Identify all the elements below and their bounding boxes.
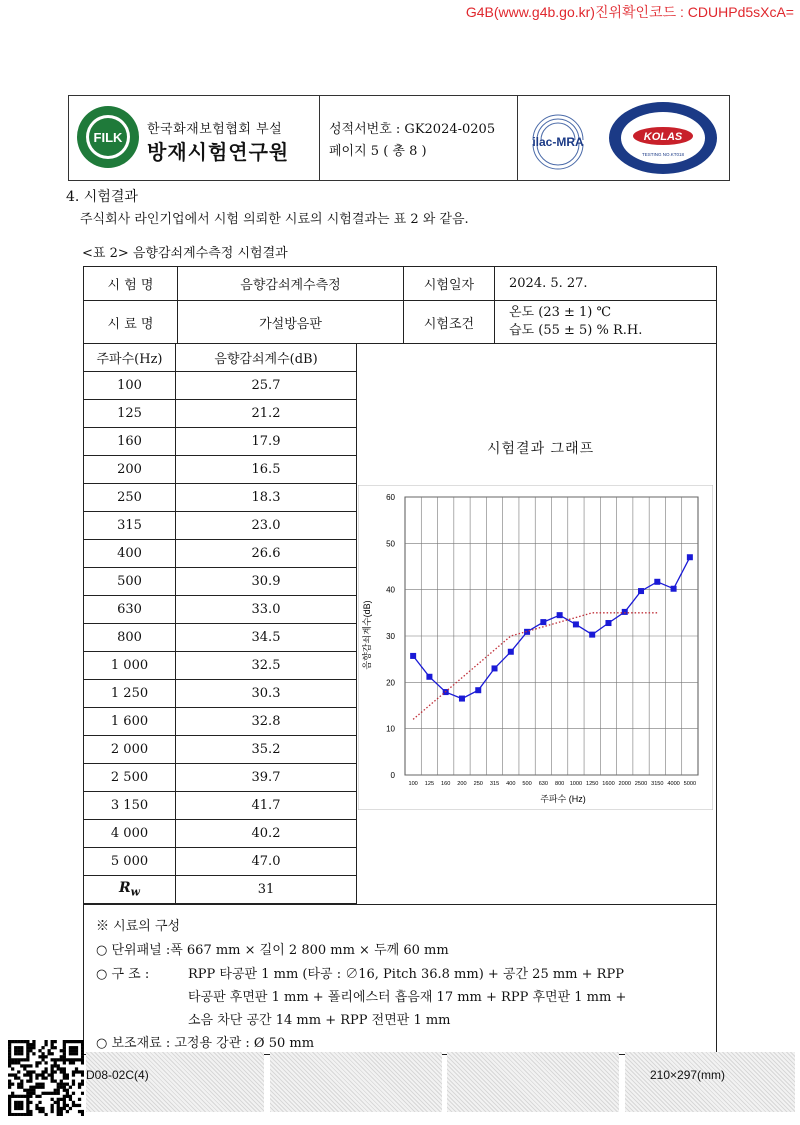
col-frequency: 주파수(Hz) xyxy=(84,344,176,372)
frequency-cell: 1 000 xyxy=(84,652,176,680)
test-date-label: 시험일자 xyxy=(404,267,495,301)
test-name: 음향감쇠계수측정 xyxy=(178,267,404,301)
x-tick-label: 1600 xyxy=(602,781,615,787)
table-row xyxy=(84,848,357,876)
data-point xyxy=(671,586,677,592)
sample-label: 시 료 명 xyxy=(84,301,178,344)
attenuation-cell: 35.2 xyxy=(176,736,357,764)
chart-x-label: 주파수 (Hz) xyxy=(540,794,586,804)
table-row xyxy=(84,456,357,484)
attenuation-cell: 23.0 xyxy=(176,512,357,540)
x-tick-label: 100 xyxy=(408,781,418,787)
y-tick-label: 20 xyxy=(386,678,395,688)
condition-temperature: 온도 (23 ± 1) ℃ xyxy=(509,305,612,320)
table-row xyxy=(84,372,357,400)
report-header xyxy=(68,95,730,181)
filk-logo xyxy=(75,104,141,170)
frequency-cell: 5 000 xyxy=(84,848,176,876)
data-point xyxy=(687,554,693,560)
report-info-cell xyxy=(319,96,518,180)
table-row xyxy=(84,568,357,596)
frequency-cell: 100 xyxy=(84,372,176,400)
ilac-text: ilac-MRA xyxy=(532,135,584,149)
org-affiliation: 한국화재보험협회 부설 xyxy=(147,122,283,137)
frequency-cell: 630 xyxy=(84,596,176,624)
x-tick-label: 2500 xyxy=(634,781,648,787)
data-point xyxy=(605,620,611,626)
table-row xyxy=(84,736,357,764)
table-row xyxy=(84,400,357,428)
attenuation-cell: 39.7 xyxy=(176,764,357,792)
condition-humidity: 습도 (55 ± 5) % R.H. xyxy=(509,323,643,338)
auxiliary-material: ○ 보조재료 : 고정용 강관 : Ø 50 mm xyxy=(96,1036,315,1051)
frequency-cell: 160 xyxy=(84,428,176,456)
table-row xyxy=(84,484,357,512)
table-row xyxy=(84,428,357,456)
report-number: 성적서번호 : GK2024-0205 xyxy=(329,122,496,137)
table-row xyxy=(84,512,357,540)
x-tick-label: 160 xyxy=(441,781,451,787)
attenuation-cell: 17.9 xyxy=(176,428,357,456)
unit-panel: ○ 단위패널 :폭 667 mm × 길이 2 800 mm × 두께 60 mm xyxy=(96,943,449,958)
attenuation-cell: 25.7 xyxy=(176,372,357,400)
data-point xyxy=(589,632,595,638)
test-name-label: 시 험 명 xyxy=(84,267,178,301)
data-point xyxy=(410,653,416,659)
attenuation-cell: 32.8 xyxy=(176,708,357,736)
table-row xyxy=(84,680,357,708)
table-row xyxy=(84,624,357,652)
footer-pattern-3 xyxy=(447,1052,619,1112)
attenuation-cell: 16.5 xyxy=(176,456,357,484)
graph-title: 시험결과 그래프 xyxy=(487,441,595,457)
col-attenuation: 음향감쇠계수(dB) xyxy=(176,344,357,372)
frequency-cell: 3 150 xyxy=(84,792,176,820)
accreditation-cell xyxy=(517,96,729,180)
y-tick-label: 40 xyxy=(386,585,395,595)
y-tick-label: 0 xyxy=(390,771,395,780)
y-tick-label: 60 xyxy=(386,493,395,502)
page-number: 페이지 5 ( 총 8 ) xyxy=(329,144,427,159)
composition-line-1: RPP 타공판 1 mm (타공 : ∅16, Pitch 36.8 mm) + 공간 25 mm + RPP xyxy=(188,967,624,982)
x-tick-label: 250 xyxy=(473,781,483,787)
org-name: 방재시험연구원 xyxy=(147,140,290,164)
table-row xyxy=(84,792,357,820)
results-table xyxy=(83,343,357,904)
qr-code xyxy=(8,1040,84,1116)
x-tick-label: 125 xyxy=(424,781,435,787)
kolas-text: KOLAS xyxy=(643,131,683,143)
x-tick-label: 400 xyxy=(506,781,516,787)
x-tick-label: 1000 xyxy=(569,781,583,787)
frequency-cell: 200 xyxy=(84,456,176,484)
attenuation-cell: 32.5 xyxy=(176,652,357,680)
test-info-table xyxy=(83,266,717,344)
frequency-cell: 1 250 xyxy=(84,680,176,708)
chart-y-label: 음향감쇠계수(dB) xyxy=(362,600,372,670)
table-row xyxy=(84,652,357,680)
frequency-cell: 2 500 xyxy=(84,764,176,792)
attenuation-cell: 30.3 xyxy=(176,680,357,708)
data-point xyxy=(508,649,514,655)
test-date: 2024. 5. 27. xyxy=(495,267,717,301)
kolas-logo xyxy=(607,100,719,176)
x-tick-label: 2000 xyxy=(618,781,631,787)
table-caption: <표 2> 음향감쇠계수측정 시험결과 xyxy=(82,246,288,261)
data-point xyxy=(654,579,660,585)
result-chart xyxy=(358,485,713,810)
filk-logo-text: FILK xyxy=(93,130,123,145)
paper-size: 210×297(mm) xyxy=(650,1068,726,1082)
footer-pattern-1 xyxy=(86,1052,264,1112)
attenuation-cell: 33.0 xyxy=(176,596,357,624)
data-point xyxy=(557,612,563,618)
x-tick-label: 315 xyxy=(489,781,500,787)
x-tick-label: 630 xyxy=(538,781,549,787)
attenuation-cell: 41.7 xyxy=(176,792,357,820)
attenuation-cell: 21.2 xyxy=(176,400,357,428)
table-row xyxy=(84,708,357,736)
frequency-cell: 315 xyxy=(84,512,176,540)
composition-line-3: 소음 차단 공간 14 mm + RPP 전면판 1 mm xyxy=(188,1013,451,1028)
attenuation-cell: 30.9 xyxy=(176,568,357,596)
x-tick-label: 500 xyxy=(522,781,532,787)
section-title: 4. 시험결과 xyxy=(66,189,138,205)
data-point xyxy=(492,665,498,671)
data-point xyxy=(638,588,644,594)
table-row xyxy=(84,764,357,792)
y-tick-label: 10 xyxy=(386,724,395,734)
y-tick-label: 30 xyxy=(386,632,395,641)
frequency-cell: 4 000 xyxy=(84,820,176,848)
x-tick-label: 3150 xyxy=(651,781,664,787)
condition-label: 시험조건 xyxy=(404,301,495,344)
composition-label: ○ 구 조 : xyxy=(96,967,150,982)
footer-pattern-4 xyxy=(625,1052,795,1112)
attenuation-cell: 40.2 xyxy=(176,820,357,848)
ilac-mra-logo xyxy=(525,104,591,170)
frequency-cell: 1 600 xyxy=(84,708,176,736)
attenuation-cell: 47.0 xyxy=(176,848,357,876)
data-point xyxy=(540,619,546,625)
x-tick-label: 5000 xyxy=(683,781,697,787)
footer-pattern-2 xyxy=(270,1052,442,1112)
kolas-sub-text: TESTING NO.KT018 xyxy=(641,152,685,157)
data-point xyxy=(573,621,579,627)
table-row xyxy=(84,596,357,624)
org-cell xyxy=(69,96,320,180)
data-point xyxy=(459,696,465,702)
data-point xyxy=(426,674,432,680)
section-description: 주식회사 라인기업에서 시험 의뢰한 시료의 시험결과는 표 2 와 같음. xyxy=(80,212,469,227)
data-point xyxy=(524,629,530,635)
y-tick-label: 50 xyxy=(386,539,395,549)
notes-heading: ※ 시료의 구성 xyxy=(96,919,181,934)
verification-code: G4B(www.g4b.go.kr)진위확인코드 : CDUHPd5sXcA= xyxy=(465,4,794,20)
data-point xyxy=(622,609,628,615)
x-tick-label: 1250 xyxy=(585,781,599,787)
frequency-cell: 400 xyxy=(84,540,176,568)
x-tick-label: 4000 xyxy=(667,781,680,787)
frequency-cell: 500 xyxy=(84,568,176,596)
rw-value: 31 xyxy=(176,876,357,904)
form-code: D08-02C(4) xyxy=(86,1068,149,1082)
attenuation-cell: 34.5 xyxy=(176,624,357,652)
rw-label: $R_w$ xyxy=(84,876,176,904)
frequency-cell: 125 xyxy=(84,400,176,428)
attenuation-cell: 18.3 xyxy=(176,484,357,512)
frequency-cell: 2 000 xyxy=(84,736,176,764)
x-tick-label: 200 xyxy=(457,781,467,787)
data-point xyxy=(475,687,481,693)
attenuation-cell: 26.6 xyxy=(176,540,357,568)
condition-values xyxy=(495,301,717,344)
frequency-cell: 250 xyxy=(84,484,176,512)
sample-composition xyxy=(83,905,717,1055)
table-row xyxy=(84,820,357,848)
sample-name: 가설방음판 xyxy=(178,301,404,344)
x-tick-label: 800 xyxy=(554,781,565,787)
frequency-cell: 800 xyxy=(84,624,176,652)
table-row xyxy=(84,540,357,568)
composition-line-2: 타공판 후면판 1 mm + 폴리에스터 흡음재 17 mm + RPP 후면판 1 mm + xyxy=(188,990,627,1005)
